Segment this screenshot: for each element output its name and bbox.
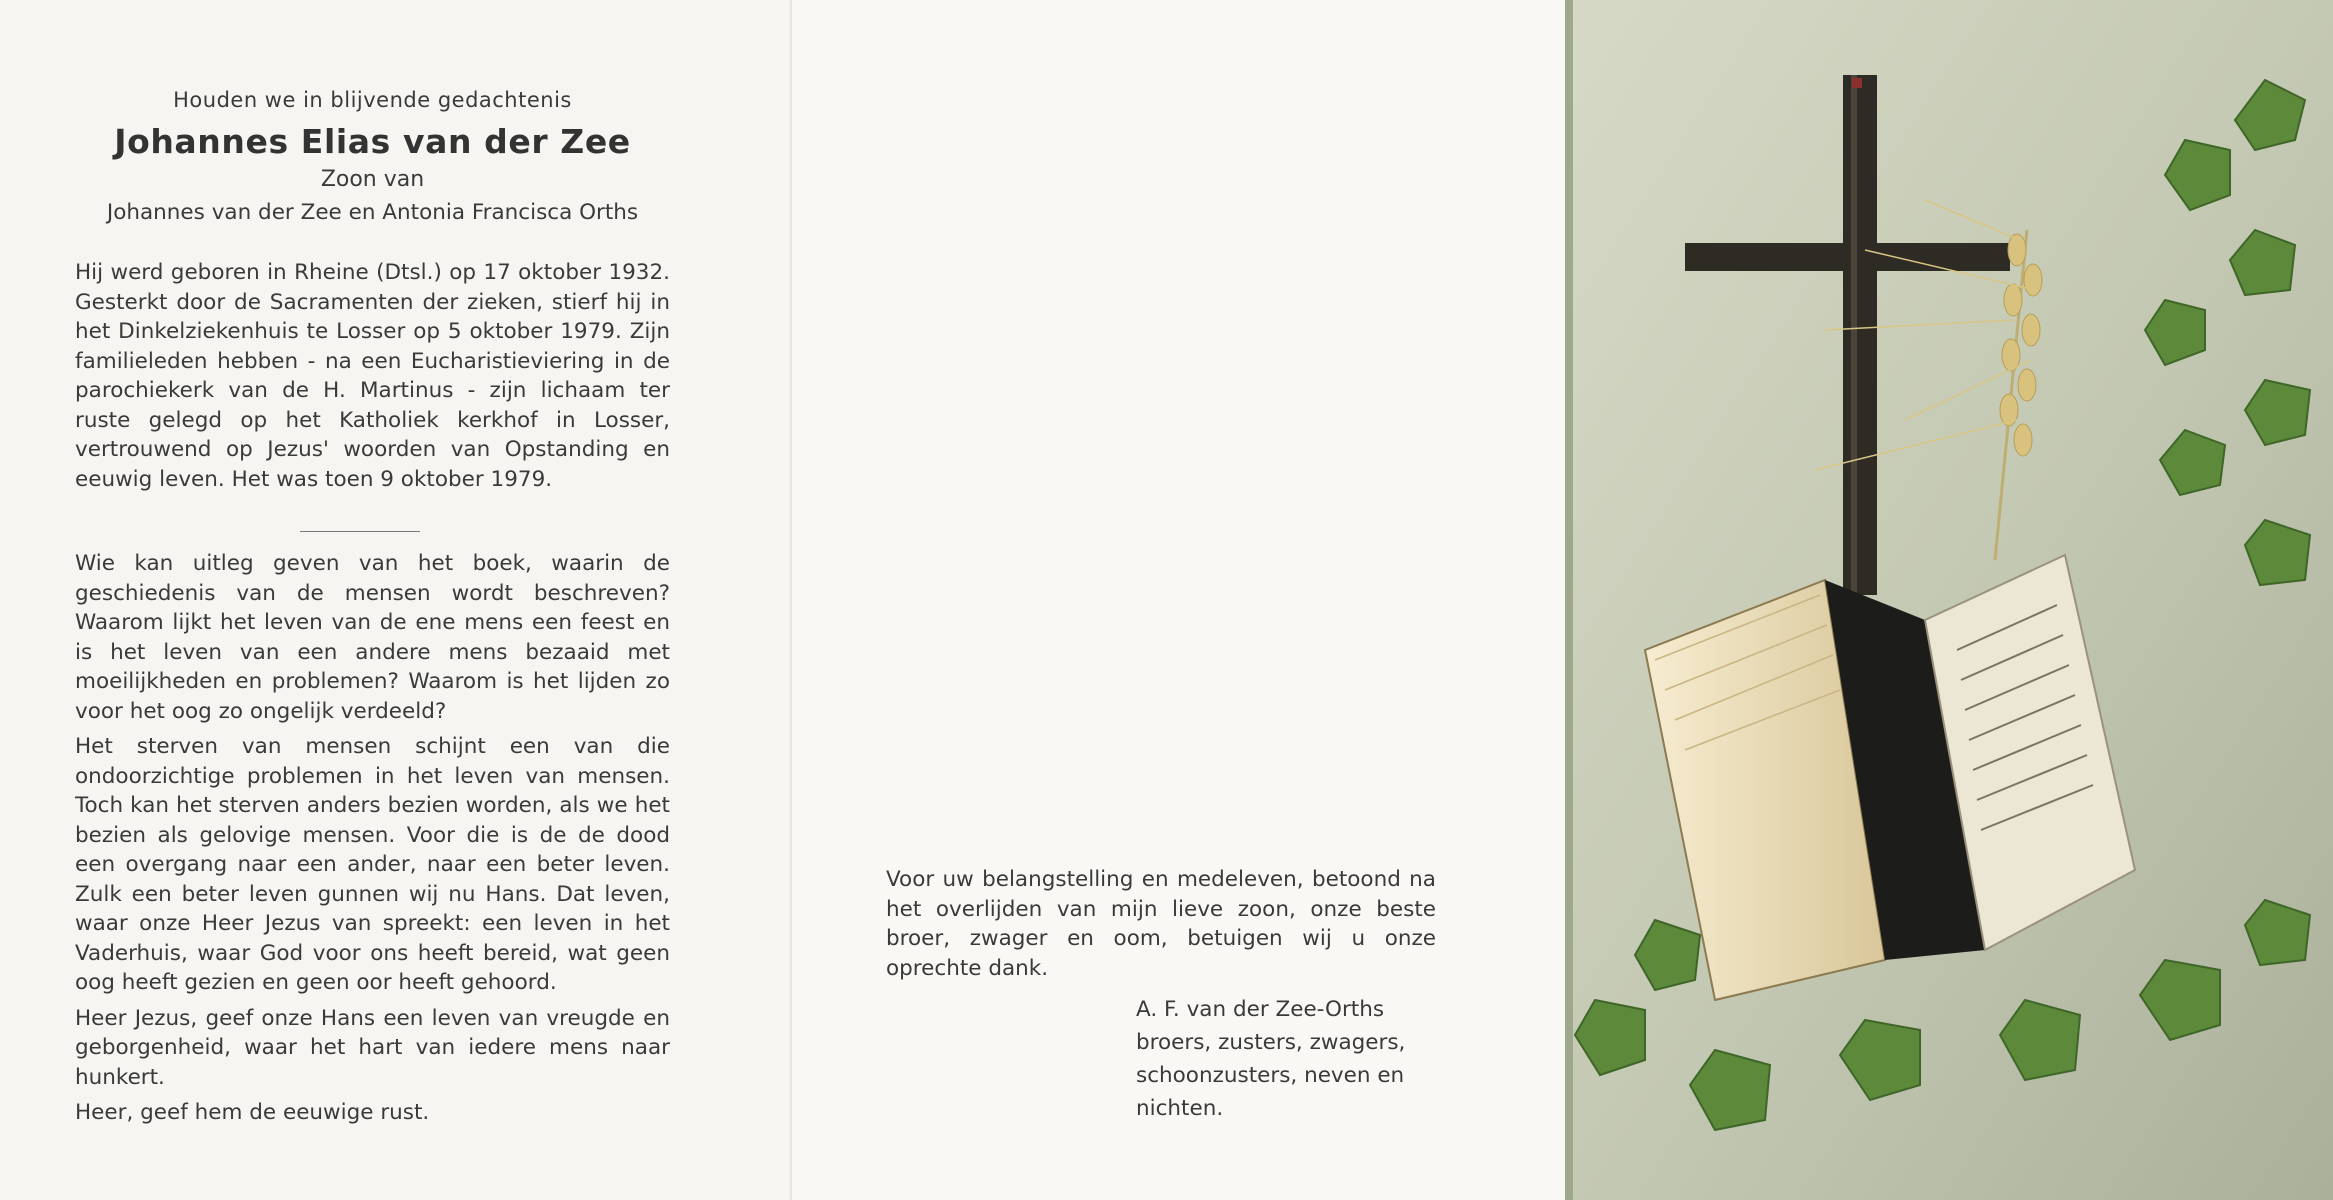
reflection-paragraph: Heer, geef hem de eeuwige rust. <box>75 1100 430 1125</box>
thanks-signature <box>1136 993 1436 1125</box>
reflection-paragraph: Wie kan uitleg geven van het boek, waarin de geschiedenis van de mensen wordt beschreven? Waarom lijkt het leven van de ene mens een feest en is het leven van een andere mens bezaaid met moeilijkheden en problemen? Waarom is het lijden zo voor het oog zo ongelijk verdeeld? <box>75 551 670 724</box>
parents-names: Johannes van der Zee en Antonia Francisca Orths <box>106 200 639 225</box>
card-header <box>75 88 670 225</box>
divider-rule <box>300 531 420 532</box>
signature-line: nichten. <box>1136 1096 1224 1121</box>
signature-line: A. F. van der Zee-Orths <box>1136 997 1385 1022</box>
reflection-paragraph: Het sterven van mensen schijnt een van die ondoorzichtige problemen in het leven van mensen. Toch kan het sterven anders bezien worden, als we het bezien als gelovige mensen. Voor die is de de dood een overgang naar een ander, naar een beter leven. Zulk een beter leven gunnen wij nu Hans. Dat leven, waar onze Heer Jezus van spreekt: een leven in het Vaderhuis, waar God voor ons heeft bereid, wat geen oog heeft gezien en geen oor heeft gehoord. <box>75 734 670 995</box>
biography-text: Hij werd geboren in Rheine (Dtsl.) op 17 oktober 1932. Gesterkt door de Sacramenten der zieken, stierf hij in het Dinkelziekenhuis te Losser op 5 oktober 1979. Zijn familieleden hebben - na een Eucharistieviering in de parochiekerk van de H. Martinus - zijn lichaam ter ruste gelegd op het Katholiek kerkhof in Losser, vertrouwend op Jezus' woorden van Opstanding en eeuwig leven. Het was toen 9 oktober 1979. <box>75 260 670 492</box>
memorial-photo <box>1565 0 2333 1200</box>
thanks-block <box>886 865 1436 1125</box>
signature-line: broers, zusters, zwagers, <box>1136 1030 1406 1055</box>
reflection-text <box>75 549 670 1128</box>
reflection-paragraph: Heer Jezus, geef onze Hans een leven van vreugde en geborgenheid, waar het hart van iedere mens naar hunkert. <box>75 1005 670 1090</box>
son-of-label: Zoon van <box>320 167 425 192</box>
thanks-text: Voor uw belangstelling en medeleven, betoond na het overlijden van mijn lieve zoon, onze beste broer, zwager en oom, betuigen wij u onze oprechte dank. <box>886 867 1436 981</box>
signature-line: schoonzusters, neven en <box>1136 1063 1405 1088</box>
intro-line: Houden we in blijvende gedachtenis <box>173 88 572 112</box>
fold-line <box>790 0 792 1200</box>
deceased-name: Johannes Elias van der Zee <box>114 122 631 161</box>
